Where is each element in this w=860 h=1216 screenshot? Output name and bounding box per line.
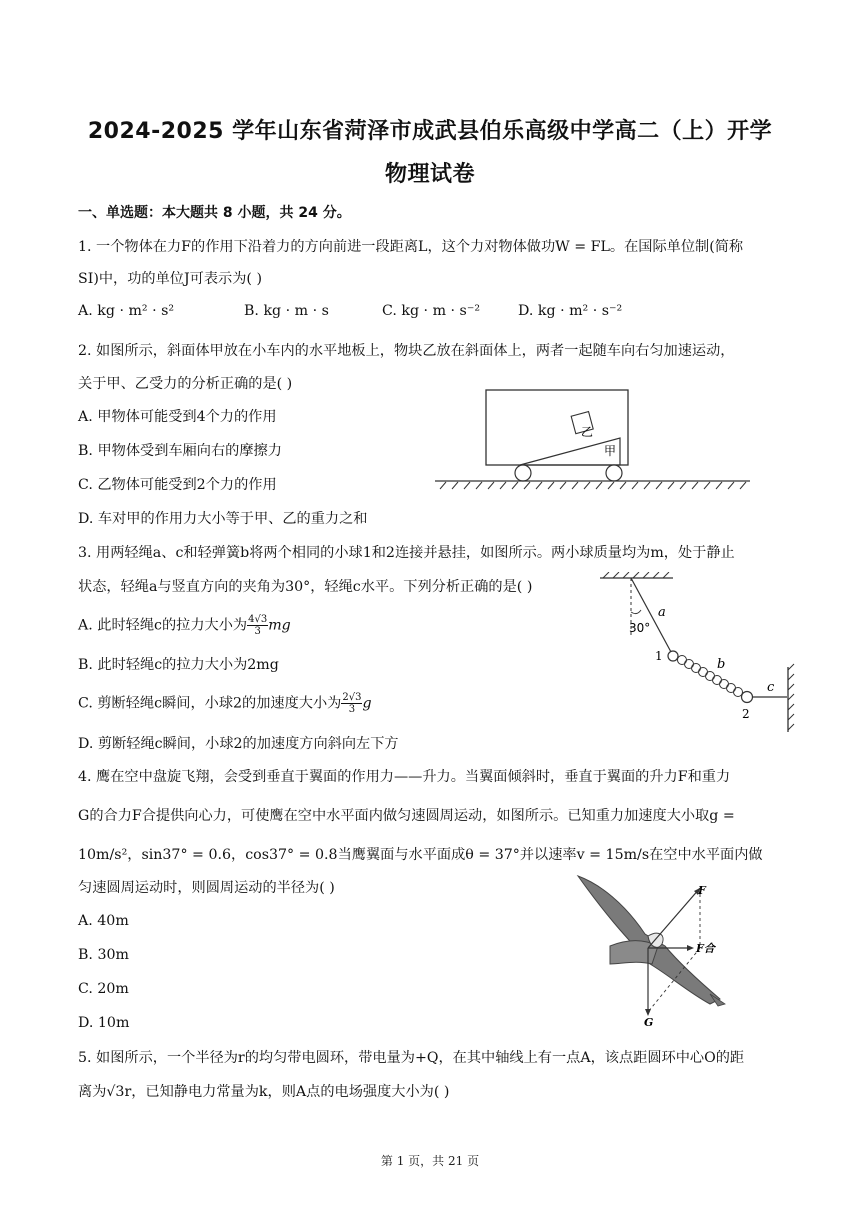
q4-stem-line2: G的合力F合提供向心力，可使鹰在空中水平面内做匀速圆周运动，如图所示。已知重力加速度大小取g =: [78, 808, 735, 824]
q2-option-b: B. 甲物体受到车厢向右的摩擦力: [78, 443, 282, 459]
q2-fig-label-jia: 甲: [604, 444, 617, 458]
q4-option-c: C. 20m: [78, 981, 129, 997]
q3-fig-label-1: 1: [655, 649, 663, 663]
q4-stem-line1: 4. 鹰在空中盘旋飞翔，会受到垂直于翼面的作用力——升力。当翼面倾斜时，垂直于翼面的升力F和重力: [78, 769, 731, 785]
q4-option-a: A. 40m: [78, 913, 129, 929]
q4-fig-label-G: G: [644, 1016, 654, 1029]
q1-option-d: D. kg · m² · s⁻²: [518, 303, 623, 319]
q3-option-c-denominator: 3: [348, 704, 356, 715]
q3-spring-figure: [595, 572, 800, 737]
q4-eagle-figure: [570, 864, 745, 1029]
q3-fig-label-c: c: [767, 680, 775, 695]
q3-fig-label-b: b: [717, 657, 726, 672]
q5-stem-line2: 离为√3r，已知静电力常量为k，则A点的电场强度大小为( ): [78, 1084, 450, 1100]
q2-option-a: A. 甲物体可能受到4个力的作用: [78, 409, 277, 425]
q3-option-a-text: A. 此时轻绳c的拉力大小为: [78, 617, 248, 634]
q2-fig-label-yi: 乙: [581, 425, 594, 439]
q3-option-a-fraction: [247, 614, 268, 637]
paper-title-line1: 2024-2025 学年山东省菏泽市成武县伯乐高级中学高二（上）开学: [87, 119, 773, 144]
q3-option-a-numerator: 4√3: [248, 614, 268, 625]
q1-stem-line1: 1. 一个物体在力F的作用下沿着力的方向前进一段距离L，这个力对物体做功W = FL。在国际单位制(简称: [78, 239, 744, 255]
q4-option-b: B. 30m: [78, 947, 129, 963]
q3-option-c-text: C. 剪断轻绳c瞬间，小球2的加速度大小为: [78, 695, 342, 712]
q4-fig-label-Fhe: F合: [696, 942, 715, 955]
q3-option-c: [78, 692, 372, 715]
q2-option-d: D. 车对甲的作用力大小等于甲、乙的重力之和: [78, 511, 368, 527]
q3-fig-label-2: 2: [742, 707, 750, 721]
q3-option-a: [78, 614, 291, 637]
q3-option-a-unit: mg: [268, 617, 291, 634]
q3-option-a-denominator: 3: [254, 626, 261, 637]
q2-stem-line2: 关于甲、乙受力的分析正确的是( ): [78, 376, 293, 392]
section-heading: 一、单选题：本大题共 8 小题，共 24 分。: [78, 205, 351, 221]
q3-stem-line2: 状态，轻绳a与竖直方向的夹角为30°，轻绳c水平。下列分析正确的是( ): [78, 579, 533, 595]
q1-option-b: B. kg · m · s: [244, 303, 329, 319]
q3-fig-label-a: a: [658, 605, 666, 620]
q4-option-d: D. 10m: [78, 1015, 130, 1031]
q2-stem-line1: 2. 如图所示，斜面体甲放在小车内的水平地板上，物块乙放在斜面体上，两者一起随车向右匀加速运动，: [78, 343, 735, 359]
q4-stem-line3: 10m/s²，sin37° = 0.6，cos37° = 0.8当鹰翼面与水平面成θ = 37°并以速率v = 15m/s在空中水平面内做: [78, 847, 763, 863]
q5-stem-line1: 5. 如图所示，一个半径为r的均匀带电圆环，带电量为+Q，在其中轴线上有一点A，该点距圆环中心O的距: [78, 1050, 745, 1066]
q2-option-c: C. 乙物体可能受到2个力的作用: [78, 477, 277, 493]
q1-stem-line2: SI)中，功的单位J可表示为( ): [78, 271, 263, 287]
q1-option-a: A. kg · m² · s²: [78, 303, 175, 319]
q2-cart-figure: [430, 385, 770, 495]
q4-fig-label-F: F: [698, 884, 706, 897]
paper-title-line2: 物理试卷: [384, 162, 475, 187]
q3-option-c-numerator: 2√3: [342, 692, 362, 703]
page-footer: 第 1 页，共 21 页: [380, 1154, 480, 1168]
q1-option-c: C. kg · m · s⁻²: [382, 303, 481, 319]
q3-option-c-unit: g: [362, 695, 372, 712]
q4-stem-line4: 匀速圆周运动时，则圆周运动的半径为( ): [78, 880, 335, 896]
q3-option-b: B. 此时轻绳c的拉力大小为2mg: [78, 657, 279, 673]
q3-option-c-fraction: [341, 692, 362, 715]
q3-stem-line1: 3. 用两轻绳a、c和轻弹簧b将两个相同的小球1和2连接并悬挂，如图所示。两小球质量均为m，处于静止: [78, 545, 735, 561]
q3-option-d: D. 剪断轻绳c瞬间，小球2的加速度方向斜向左下方: [78, 736, 399, 752]
q3-fig-angle: 30°: [629, 621, 651, 635]
